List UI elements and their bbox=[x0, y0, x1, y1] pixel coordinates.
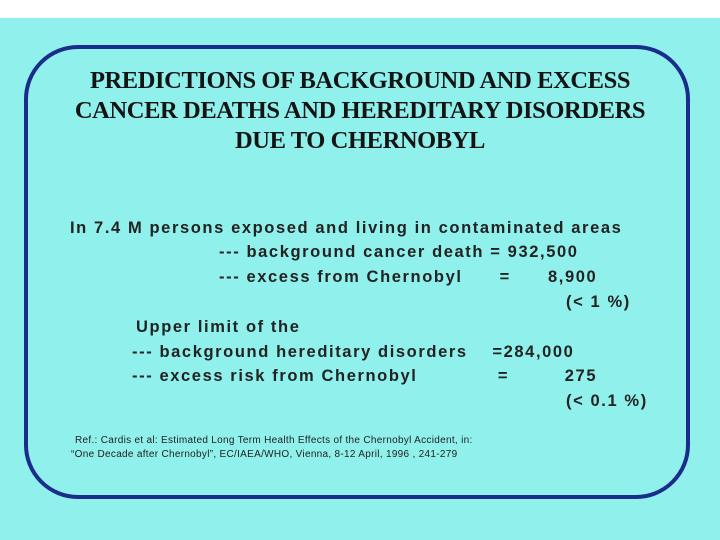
reference-line-2: “One Decade after Chernobyl”, EC/IAEA/WHO, Vienna, 8-12 April, 1996 , 241-279 bbox=[71, 449, 458, 460]
title-line-3: DUE TO CHERNOBYL bbox=[234, 127, 485, 154]
background-cancer-line: --- background cancer death = 932,500 bbox=[219, 243, 579, 261]
title-line-1: PREDICTIONS OF BACKGROUND AND EXCESS bbox=[89, 67, 631, 94]
upper-limit-heading: Upper limit of the bbox=[136, 318, 301, 336]
excess-cancer-line: --- excess from Chernobyl = 8,900 bbox=[219, 268, 598, 286]
excess-hereditary-line: --- excess risk from Chernobyl = 275 bbox=[132, 367, 598, 385]
background-hereditary-line: --- background hereditary disorders =284,000 bbox=[132, 343, 575, 361]
excess-cancer-percent: (< 1 %) bbox=[566, 293, 631, 311]
title-line-2: CANCER DEATHS AND HEREDITARY DISORDERS bbox=[74, 97, 646, 124]
excess-hereditary-percent: (< 0.1 %) bbox=[566, 392, 648, 410]
slide-title bbox=[30, 66, 690, 156]
reference-line-1: Ref.: Cardis et al: Estimated Long Term Health Effects of the Chernobyl Accident, in: bbox=[75, 435, 473, 446]
exposed-population-line: In 7.4 M persons exposed and living in contaminated areas bbox=[70, 219, 623, 237]
top-white-strip bbox=[0, 0, 720, 18]
